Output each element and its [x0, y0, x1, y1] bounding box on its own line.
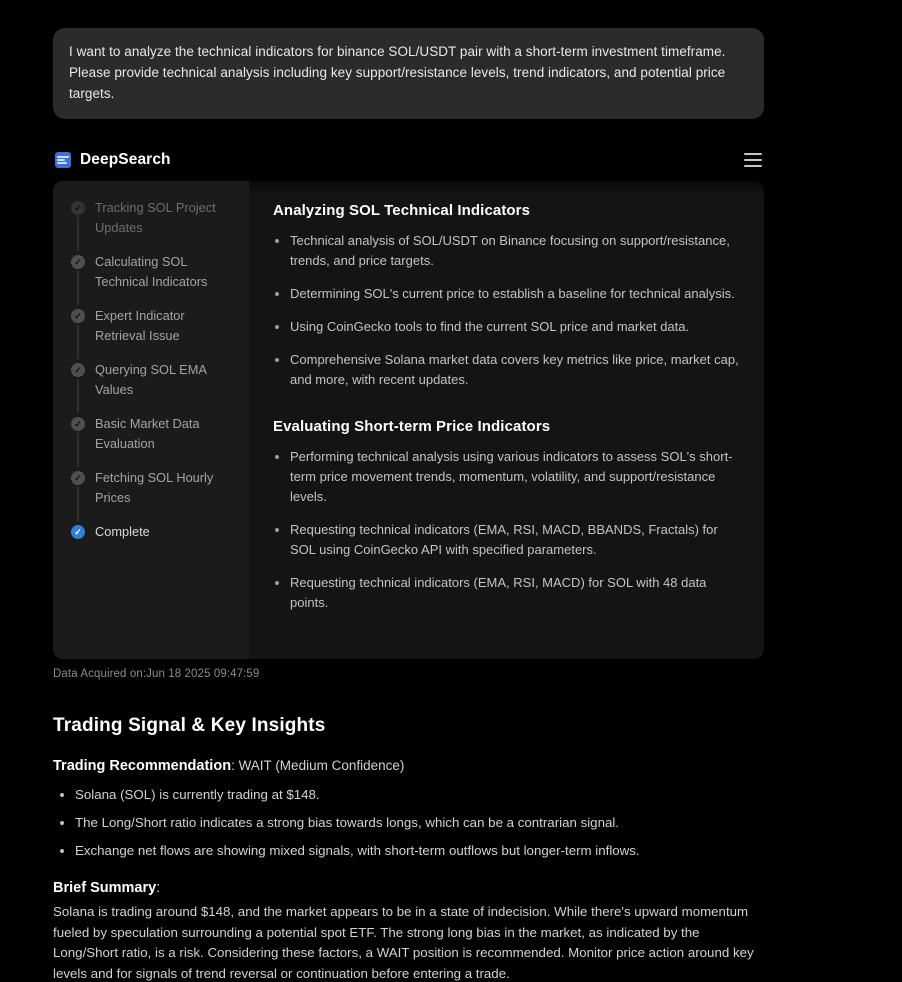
step-item[interactable]	[53, 353, 249, 407]
data-acquired-timestamp: Data Acquired on:Jun 18 2025 09:47:59	[53, 668, 260, 680]
check-icon: ✓	[71, 255, 85, 269]
deepsearch-icon	[55, 152, 71, 168]
page-title: Trading Signal & Key Insights	[53, 715, 326, 736]
activity-bullet: Determining SOL's current price to establish a baseline for technical analysis.	[273, 284, 744, 304]
deepsearch-title: DeepSearch	[80, 151, 171, 168]
step-item[interactable]	[53, 407, 249, 461]
check-icon: ✓	[71, 417, 85, 431]
trading-recommendation-label: Trading Recommendation	[53, 758, 232, 774]
step-label: Querying SOL EMA Values	[95, 362, 207, 397]
activity-bullet-list	[273, 231, 744, 390]
list-item: Solana (SOL) is currently trading at $148.	[53, 785, 764, 805]
step-item[interactable]	[53, 245, 249, 299]
key-insights-list	[53, 785, 764, 861]
step-label: Expert Indicator Retrieval Issue	[95, 308, 185, 343]
check-icon: ✓	[71, 525, 85, 539]
conversation-column	[53, 0, 764, 982]
step-item[interactable]	[53, 461, 249, 515]
step-label: Calculating SOL Technical Indicators	[95, 254, 208, 289]
check-icon: ✓	[71, 201, 85, 215]
brief-summary-colon: :	[156, 880, 161, 896]
activity-detail	[249, 181, 764, 659]
hamburger-menu-icon[interactable]	[744, 153, 762, 167]
activity-bullet: Requesting technical indicators (EMA, RSI, MACD) for SOL with 48 data points.	[273, 573, 744, 613]
check-icon: ✓	[71, 363, 85, 377]
check-icon: ✓	[71, 309, 85, 323]
activity-bullet: Technical analysis of SOL/USDT on Binance focusing on support/resistance, trends, and price targets.	[273, 231, 744, 271]
check-icon: ✓	[71, 471, 85, 485]
list-item: The Long/Short ratio indicates a strong bias towards longs, which can be a contrarian signal.	[53, 813, 764, 833]
deepsearch-activity-panel	[53, 181, 764, 659]
user-prompt-bubble	[53, 28, 764, 119]
list-item: Exchange net flows are showing mixed signals, with short-term outflows but longer-term inflows.	[53, 841, 764, 861]
activity-bullet-list	[273, 447, 744, 613]
brief-summary-text: Solana is trading around $148, and the market appears to be in a state of indecision. While there's upward momentum fueled by speculation surrounding a potential spot ETF. The strong long bias in the market, as indicated by the Long/Short ratio, is a risk. Considering these factors, a WAIT position is recommended. Monitor price action around key levels and for signals of trend reversal or continuation before entering a trade.	[53, 904, 754, 981]
step-label: Complete	[95, 524, 150, 539]
step-item[interactable]	[53, 299, 249, 353]
activity-bullet: Performing technical analysis using various indicators to assess SOL's short-term price movement trends, momentum, volatility, and support/resistance levels.	[273, 447, 744, 507]
brief-summary-title: Brief Summary	[53, 880, 157, 896]
step-item[interactable]	[53, 191, 249, 245]
steps-sidebar[interactable]	[53, 181, 249, 659]
trading-recommendation-value: : WAIT (Medium Confidence)	[231, 758, 405, 773]
activity-bullet: Using CoinGecko tools to find the current SOL price and market data.	[273, 317, 744, 337]
activity-section-title: Analyzing SOL Technical Indicators	[273, 202, 531, 219]
step-item-complete[interactable]	[53, 515, 249, 567]
deepsearch-header	[53, 151, 764, 169]
activity-section-title: Evaluating Short-term Price Indicators	[273, 418, 551, 435]
user-prompt-text: I want to analyze the technical indicators for binance SOL/USDT pair with a short-term investment timeframe. Please provide technical analysis including key support/resistance levels, trend indicators, and potential price targets.	[69, 44, 726, 101]
step-label: Fetching SOL Hourly Prices	[95, 470, 214, 505]
brief-summary-label	[53, 880, 764, 896]
step-label: Tracking SOL Project Updates	[95, 200, 216, 235]
step-label: Basic Market Data Evaluation	[95, 416, 200, 451]
activity-bullet: Requesting technical indicators (EMA, RSI, MACD, BBANDS, Fractals) for SOL using CoinGecko API with specified parameters.	[273, 520, 744, 560]
activity-bullet: Comprehensive Solana market data covers key metrics like price, market cap, and more, with recent updates.	[273, 350, 744, 390]
trading-recommendation	[53, 756, 764, 776]
deepsearch-title-group	[55, 151, 171, 169]
